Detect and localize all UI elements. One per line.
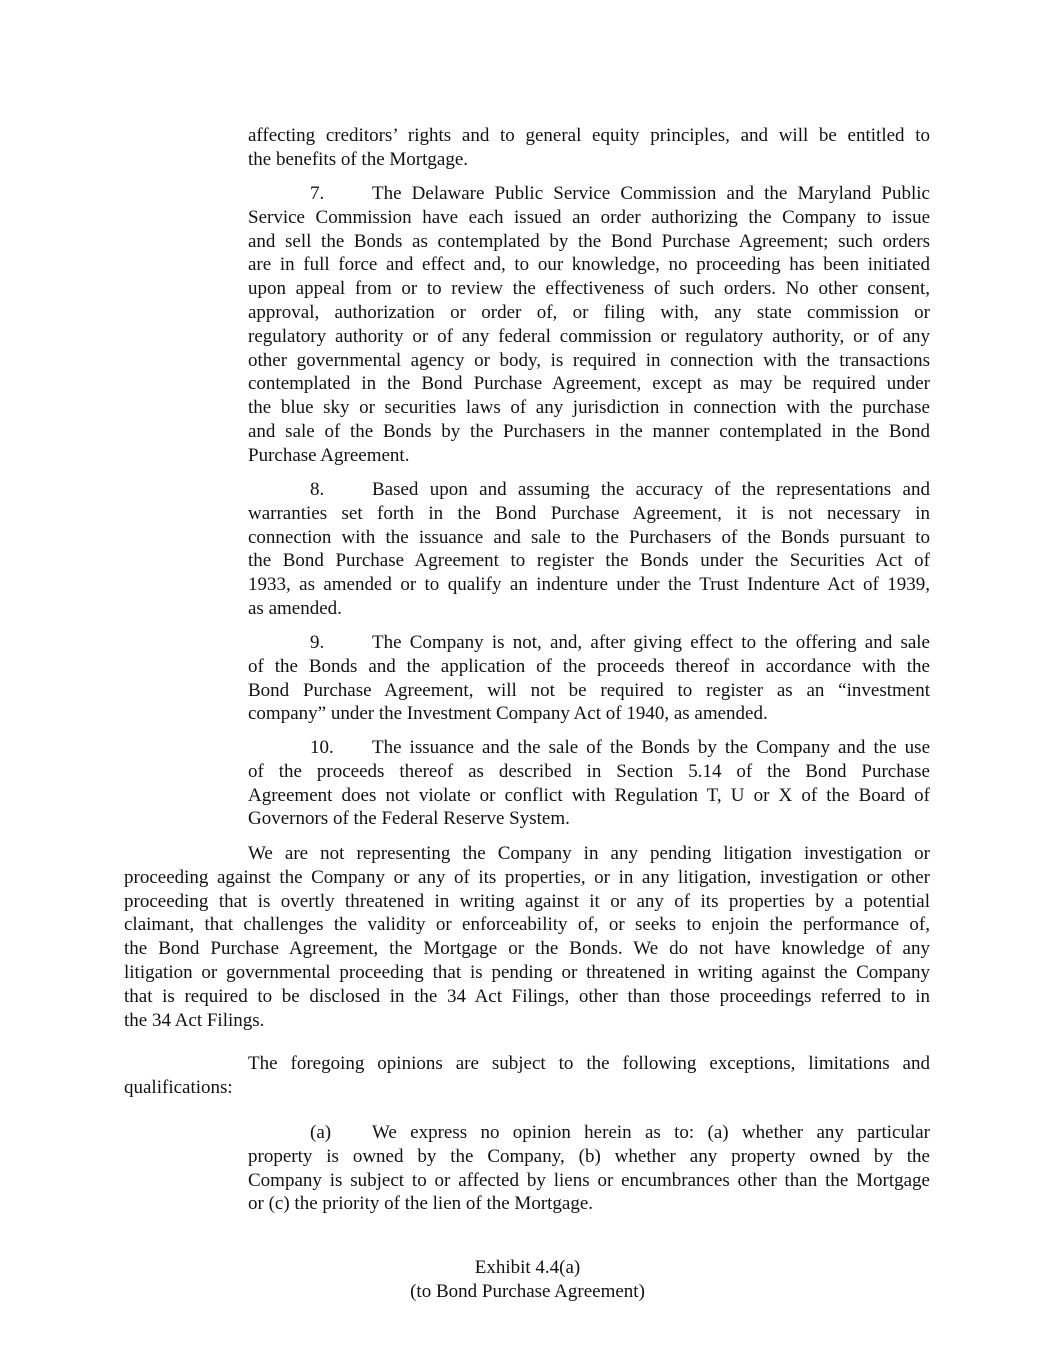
line-text: the Bond Purchase Agreement to register the Bonds under the Securities Act of — [248, 550, 930, 572]
text-line — [248, 526, 930, 550]
paragraph-number: 8. — [310, 479, 325, 500]
line-text: Service Commission have each issued an order authorizing the Company to issue — [248, 206, 930, 228]
line-text: proceeding against the Company or any of its properties, or in any litigation, investigation or other — [124, 866, 930, 888]
line-text: regulatory authority or of any federal commission or regulatory authority, or of any — [248, 325, 930, 347]
line-text: contemplated in the Bond Purchase Agreement, except as may be required under — [248, 373, 930, 395]
text-line — [248, 396, 930, 420]
line-text: The Company is not, and, after giving effect to the offering and sale — [372, 632, 930, 653]
line-text: The Delaware Public Service Commission and the Maryland Public — [372, 183, 930, 204]
line-text: or (c) the priority of the lien of the Mortgage. — [248, 1193, 594, 1215]
text-line — [248, 807, 930, 831]
text-line — [248, 444, 930, 468]
text-line — [248, 597, 930, 621]
exhibit-label: Exhibit 4.4(a) — [474, 1257, 581, 1278]
text-line — [124, 1076, 930, 1100]
line-text: and sell the Bonds as contemplated by the Bond Purchase Agreement; such orders — [248, 230, 930, 252]
text-line — [248, 502, 930, 526]
line-text: the benefits of the Mortgage. — [248, 148, 469, 170]
paragraph — [124, 1052, 930, 1100]
line-text: Purchase Agreement. — [248, 444, 410, 466]
line-text: of the Bonds and the application of the proceeds thereof in accordance with the — [248, 655, 930, 677]
text-line — [248, 784, 930, 808]
text-line — [248, 230, 930, 254]
line-text: We are not representing the Company in any pending litigation investigation or — [248, 843, 930, 864]
text-line — [248, 679, 930, 703]
line-text: upon appeal from or to review the effectiveness of such orders. No other consent, — [248, 278, 930, 300]
paragraph — [248, 124, 930, 172]
text-line — [248, 148, 930, 172]
line-text: claimant, that challenges the validity or enforceability of, or seeks to enjoin the performance of, — [124, 914, 930, 936]
paragraph — [248, 478, 930, 621]
text-line — [124, 1009, 930, 1033]
text-line — [248, 655, 930, 679]
line-text: The issuance and the sale of the Bonds by the Company and the use — [372, 737, 930, 758]
text-line — [124, 1052, 930, 1076]
text-line — [248, 325, 930, 349]
text-line — [248, 478, 930, 502]
text-line — [124, 985, 930, 1009]
line-text: Agreement does not violate or conflict with Regulation T, U or X of the Board of — [248, 784, 930, 806]
paragraph — [248, 182, 930, 468]
paragraph-number: 7. — [310, 183, 325, 204]
text-line — [248, 1145, 930, 1169]
text-line — [248, 277, 930, 301]
line-text: the Bond Purchase Agreement, the Mortgage or the Bonds. We do not have knowledge of any — [124, 938, 930, 960]
text-line — [124, 890, 930, 914]
line-text: that is required to be disclosed in the 34 Act Filings, other than those proceedings referred to in — [124, 985, 930, 1007]
text-line — [248, 349, 930, 373]
text-line — [248, 1192, 930, 1216]
text-line — [248, 420, 930, 444]
line-text: of the proceeds thereof as described in Section 5.14 of the Bond Purchase — [248, 760, 930, 782]
text-line — [248, 760, 930, 784]
text-line — [124, 961, 930, 985]
line-text: approval, authorization or order of, or filing with, any state commission or — [248, 301, 930, 323]
text-line — [124, 866, 930, 890]
line-text: qualifications: — [124, 1076, 233, 1098]
paragraph — [124, 842, 930, 1032]
line-text: The foregoing opinions are subject to the following exceptions, limitations and — [248, 1053, 930, 1074]
text-line — [248, 549, 930, 573]
line-text: property is owned by the Company, (b) whether any property owned by the — [248, 1145, 930, 1167]
line-text: company” under the Investment Company Act of 1940, as amended. — [248, 703, 768, 725]
line-text: as amended. — [248, 597, 342, 619]
text-line — [248, 253, 930, 277]
text-line — [248, 736, 930, 760]
paragraph — [248, 1121, 930, 1216]
line-text: Bond Purchase Agreement, will not be required to register as an “investment — [248, 679, 930, 701]
paragraph-number: 10. — [310, 737, 334, 758]
line-text: affecting creditors’ rights and to general equity principles, and will be entitled to — [248, 125, 930, 146]
line-text: connection with the issuance and sale to the Purchasers of the Bonds pursuant to — [248, 526, 930, 548]
line-text: 1933, as amended or to qualify an indenture under the Trust Indenture Act of 1939, — [248, 574, 930, 596]
text-line — [248, 206, 930, 230]
line-text: proceeding that is overtly threatened in writing against it or any of its properties by a potential — [124, 890, 930, 912]
line-text: We express no opinion herein as to: (a) whether any particular — [372, 1122, 930, 1143]
text-line — [248, 573, 930, 597]
paragraph — [248, 631, 930, 726]
text-line — [248, 1121, 930, 1145]
exhibit-subtitle: (to Bond Purchase Agreement) — [410, 1280, 645, 1302]
text-line — [124, 842, 930, 866]
text-line — [124, 913, 930, 937]
text-line — [248, 301, 930, 325]
page-footer — [0, 1256, 1055, 1304]
line-text: and sale of the Bonds by the Purchasers in the manner contemplated in the Bond — [248, 420, 930, 442]
line-text: warranties set forth in the Bond Purchase Agreement, it is not necessary in — [248, 502, 930, 524]
paragraph-number: (a) — [310, 1122, 332, 1143]
text-line — [248, 1169, 930, 1193]
text-line — [248, 631, 930, 655]
line-text: the blue sky or securities laws of any jurisdiction in connection with the purchase — [248, 397, 930, 419]
text-line — [248, 372, 930, 396]
text-line — [124, 937, 930, 961]
paragraph-number: 9. — [310, 632, 325, 653]
line-text: the 34 Act Filings. — [124, 1009, 265, 1031]
text-line — [248, 182, 930, 206]
line-text: Company is subject to or affected by liens or encumbrances other than the Mortgage — [248, 1169, 930, 1191]
paragraph — [248, 736, 930, 831]
text-line — [248, 702, 930, 726]
line-text: Governors of the Federal Reserve System. — [248, 808, 570, 830]
text-line — [248, 124, 930, 148]
line-text: are in full force and effect and, to our knowledge, no proceeding has been initiated — [248, 254, 930, 276]
line-text: other governmental agency or body, is required in connection with the transactions — [248, 349, 930, 371]
line-text: litigation or governmental proceeding that is pending or threatened in writing against the Company — [124, 961, 930, 983]
line-text: Based upon and assuming the accuracy of the representations and — [372, 479, 930, 500]
